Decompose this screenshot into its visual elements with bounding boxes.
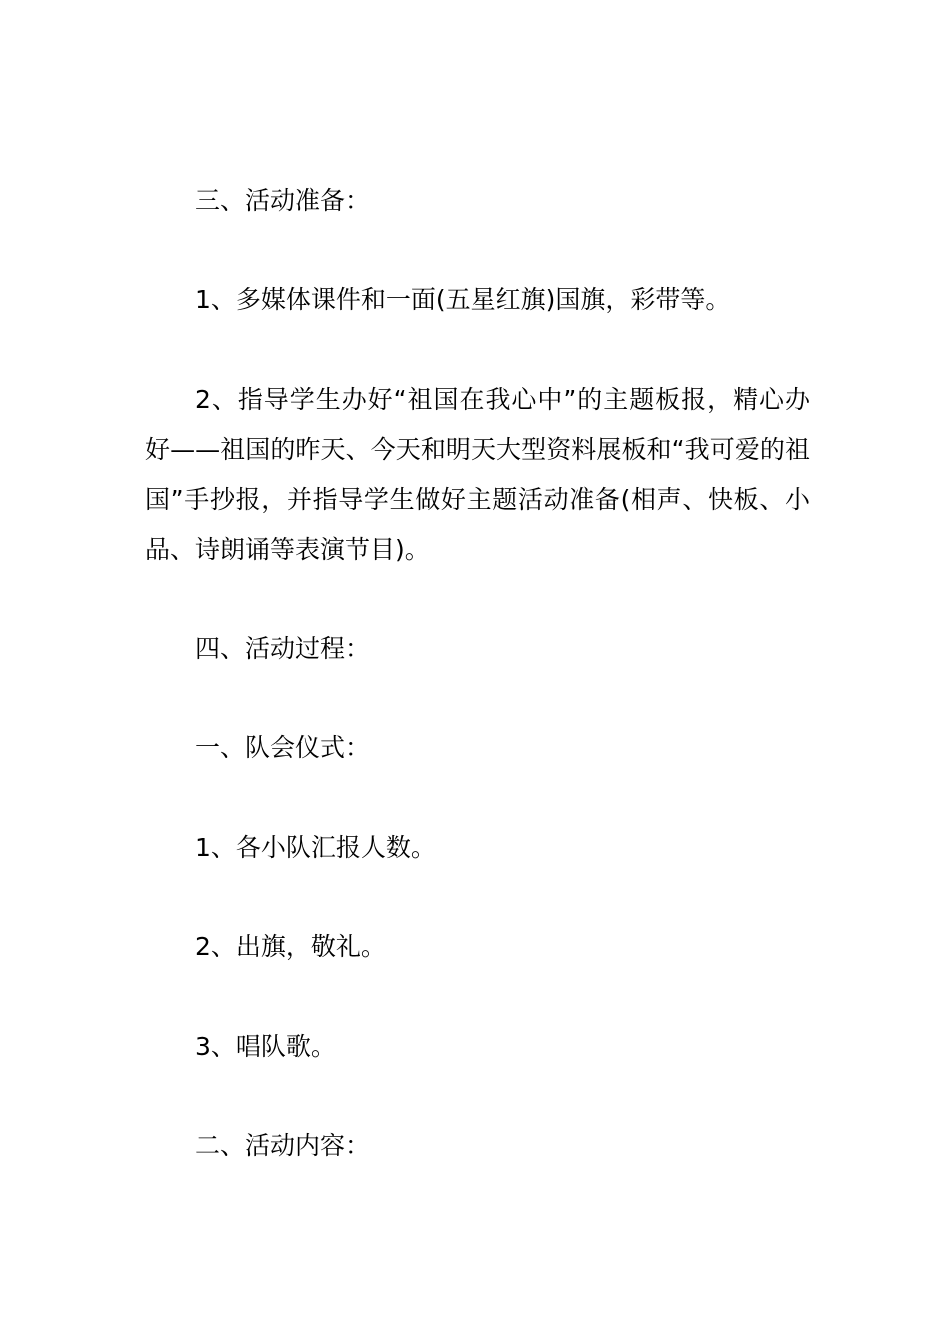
subsection-heading-activity-content: 二、活动内容： bbox=[195, 1131, 371, 1160]
list-item-flag-salute: 2、出旗，敬礼。 bbox=[195, 932, 386, 961]
list-item-report-numbers: 1、各小队汇报人数。 bbox=[195, 833, 436, 862]
section-heading-activity-preparation: 三、活动准备： bbox=[195, 186, 371, 215]
section-heading-activity-process: 四、活动过程： bbox=[195, 634, 371, 663]
list-item-materials: 1、多媒体课件和一面(五星红旗)国旗，彩带等。 bbox=[195, 285, 731, 314]
list-item-guidance: 2、指导学生办好“祖国在我心中”的主题板报，精心办好——祖国的昨天、今天和明天大型资料展板和“我可爱的祖国”手抄报，并指导学生做好主题活动准备(相声、快板、小品、诗朗诵等表演节目)。 bbox=[145, 385, 810, 564]
subsection-heading-ceremony: 一、队会仪式： bbox=[195, 733, 371, 762]
list-item-sing-song: 3、唱队歌。 bbox=[195, 1032, 336, 1061]
